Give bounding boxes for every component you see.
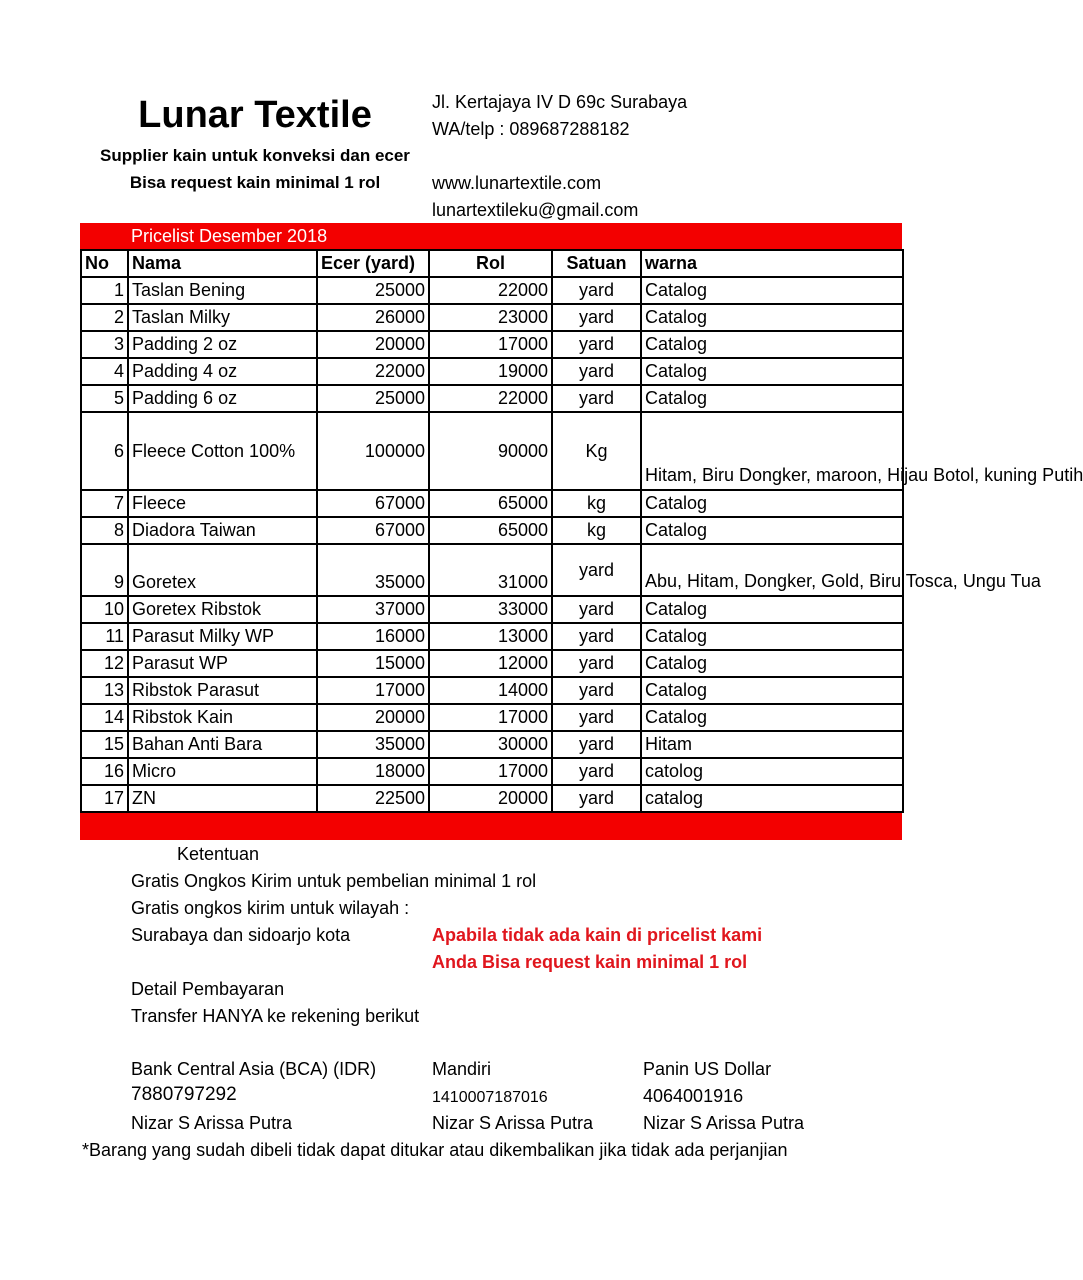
cell-no: 3 (81, 331, 128, 358)
cell-nama: Parasut WP (128, 650, 317, 677)
cell-no: 11 (81, 623, 128, 650)
cell-rol: 19000 (429, 358, 552, 385)
cell-nama: Taslan Bening (128, 277, 317, 304)
footer-note: *Barang yang sudah dibeli tidak dapat ditukar atau dikembalikan jika tidak ada perjanjian (82, 1140, 788, 1160)
pricelist-footer-bar (80, 813, 902, 840)
cell-rol: 33000 (429, 596, 552, 623)
col-header-warna: warna (641, 250, 903, 277)
price-table-body (81, 277, 1083, 812)
cell-warna: Catalog (641, 677, 903, 704)
cell-warna: Catalog (641, 358, 903, 385)
cell-rol: 30000 (429, 731, 552, 758)
cell-nama: Ribstok Kain (128, 704, 317, 731)
cell-ecer: 67000 (317, 490, 429, 517)
cell-nama: Goretex Ribstok (128, 596, 317, 623)
cell-rol: 12000 (429, 650, 552, 677)
cell-warna: Catalog (641, 304, 903, 331)
cell-no: 6 (81, 412, 128, 490)
cell-satuan: yard (552, 650, 641, 677)
cell-satuan: yard (552, 758, 641, 785)
cell-rol: 13000 (429, 623, 552, 650)
cell-satuan: yard (552, 385, 641, 412)
table-row (81, 331, 903, 358)
address: Jl. Kertajaya IV D 69c Surabaya (432, 92, 688, 112)
tagline-request: Bisa request kain minimal 1 rol (129, 173, 381, 192)
cell-warna: Catalog (641, 517, 903, 544)
cell-rol: 20000 (429, 785, 552, 812)
cell-nama: Taslan Milky (128, 304, 317, 331)
cell-warna: Catalog (641, 331, 903, 358)
company-title: Lunar Textile (138, 94, 372, 136)
cell-warna: Catalog (641, 650, 903, 677)
cell-warna: Catalog (641, 490, 903, 517)
cell-nama: Ribstok Parasut (128, 677, 317, 704)
terms-heading: Ketentuan (177, 844, 260, 864)
payment-heading: Detail Pembayaran (131, 979, 285, 999)
cell-no: 9 (81, 544, 128, 596)
cell-ecer: 35000 (317, 544, 429, 596)
cell-ecer: 20000 (317, 331, 429, 358)
cell-rol: 65000 (429, 517, 552, 544)
bank-name-panin: Panin US Dollar (643, 1059, 772, 1079)
col-header-nama: Nama (128, 250, 317, 277)
col-header-ecer: Ecer (yard) (317, 250, 429, 277)
cell-no: 17 (81, 785, 128, 812)
cell-warna: catalog (641, 785, 903, 812)
cell-no: 5 (81, 385, 128, 412)
cell-ecer: 25000 (317, 277, 429, 304)
cell-rol: 22000 (429, 277, 552, 304)
table-row (81, 517, 903, 544)
table-row (81, 596, 903, 623)
cell-satuan: yard (552, 277, 641, 304)
cell-rol: 17000 (429, 331, 552, 358)
table-row (81, 412, 903, 490)
table-row (81, 358, 903, 385)
bank-account-mandiri: 1410007187016 (432, 1089, 548, 1106)
cell-warna: Abu, Hitam, Dongker, Gold, Biru Tosca, Ungu Tua (641, 544, 903, 596)
cell-ecer: 22500 (317, 785, 429, 812)
cell-ecer: 26000 (317, 304, 429, 331)
cell-ecer: 67000 (317, 517, 429, 544)
cell-nama: ZN (128, 785, 317, 812)
table-row (81, 623, 903, 650)
cell-rol: 22000 (429, 385, 552, 412)
cell-ecer: 17000 (317, 677, 429, 704)
cell-satuan: yard (552, 358, 641, 385)
cell-ecer: 22000 (317, 358, 429, 385)
table-row (81, 758, 903, 785)
cell-ecer: 100000 (317, 412, 429, 490)
cell-rol: 90000 (429, 412, 552, 490)
cell-rol: 31000 (429, 544, 552, 596)
table-row (81, 385, 903, 412)
terms-line-1: Gratis Ongkos Kirim untuk pembelian minimal 1 rol (131, 871, 537, 891)
bank-holder-mandiri: Nizar S Arissa Putra (432, 1113, 594, 1133)
cell-satuan: Kg (552, 412, 641, 490)
cell-satuan: yard (552, 596, 641, 623)
cell-nama: Fleece Cotton 100% (128, 412, 317, 490)
cell-no: 15 (81, 731, 128, 758)
cell-ecer: 37000 (317, 596, 429, 623)
col-header-no: No (81, 250, 128, 277)
cell-nama: Bahan Anti Bara (128, 731, 317, 758)
cell-warna: catolog (641, 758, 903, 785)
cell-ecer: 16000 (317, 623, 429, 650)
bank-account-panin: 4064001916 (643, 1086, 744, 1106)
terms-line-2: Gratis ongkos kirim untuk wilayah : (131, 898, 410, 918)
table-row (81, 785, 903, 812)
cell-no: 10 (81, 596, 128, 623)
cell-satuan: yard (552, 304, 641, 331)
cell-ecer: 35000 (317, 731, 429, 758)
tagline-supplier: Supplier kain untuk konveksi dan ecer (100, 146, 410, 165)
table-row (81, 704, 903, 731)
bank-name-mandiri: Mandiri (432, 1059, 492, 1079)
cell-warna: Catalog (641, 596, 903, 623)
cell-nama: Parasut Milky WP (128, 623, 317, 650)
cell-satuan: yard (552, 731, 641, 758)
email[interactable]: lunartextileku@gmail.com (432, 200, 639, 220)
table-row (81, 277, 903, 304)
cell-rol: 14000 (429, 677, 552, 704)
cell-nama: Micro (128, 758, 317, 785)
cell-nama: Padding 6 oz (128, 385, 317, 412)
cell-satuan: yard (552, 331, 641, 358)
cell-ecer: 25000 (317, 385, 429, 412)
cell-ecer: 15000 (317, 650, 429, 677)
website[interactable]: www.lunartextile.com (432, 173, 602, 193)
cell-no: 2 (81, 304, 128, 331)
cell-satuan: yard (552, 704, 641, 731)
cell-warna: Hitam (641, 731, 903, 758)
cell-rol: 17000 (429, 704, 552, 731)
table-row (81, 650, 903, 677)
cell-no: 7 (81, 490, 128, 517)
table-row (81, 677, 903, 704)
price-table (80, 249, 1083, 813)
table-row (81, 490, 903, 517)
cell-warna: Hitam, Biru Dongker, maroon, Hijau Botol, kuning Putih (641, 412, 903, 490)
cell-ecer: 20000 (317, 704, 429, 731)
cell-rol: 23000 (429, 304, 552, 331)
cell-no: 14 (81, 704, 128, 731)
cell-satuan: yard (552, 677, 641, 704)
cell-satuan: yard (552, 544, 641, 596)
bank-account-bca: 7880797292 (131, 1084, 237, 1105)
cell-no: 16 (81, 758, 128, 785)
cell-nama: Diadora Taiwan (128, 517, 317, 544)
cell-nama: Goretex (128, 544, 317, 596)
table-row (81, 731, 903, 758)
cell-nama: Padding 4 oz (128, 358, 317, 385)
cell-nama: Padding 2 oz (128, 331, 317, 358)
cell-no: 4 (81, 358, 128, 385)
table-header-row (81, 250, 903, 277)
cell-satuan: yard (552, 785, 641, 812)
col-header-rol: Rol (429, 250, 552, 277)
request-note-2: Anda Bisa request kain minimal 1 rol (432, 952, 748, 972)
table-row (81, 544, 903, 596)
pricelist-label: Pricelist Desember 2018 (131, 226, 328, 246)
col-header-satuan: Satuan (552, 250, 641, 277)
bank-name-bca: Bank Central Asia (BCA) (IDR) (131, 1059, 377, 1079)
cell-warna: Catalog (641, 385, 903, 412)
cell-satuan: yard (552, 623, 641, 650)
cell-rol: 65000 (429, 490, 552, 517)
cell-nama: Fleece (128, 490, 317, 517)
payment-instruction: Transfer HANYA ke rekening berikut (131, 1006, 420, 1026)
cell-no: 8 (81, 517, 128, 544)
cell-ecer: 18000 (317, 758, 429, 785)
terms-line-3: Surabaya dan sidoarjo kota (131, 925, 351, 945)
table-row (81, 304, 903, 331)
phone: WA/telp : 089687288182 (432, 119, 630, 139)
cell-no: 12 (81, 650, 128, 677)
bank-holder-bca: Nizar S Arissa Putra (131, 1113, 293, 1133)
cell-satuan: kg (552, 490, 641, 517)
cell-warna: Catalog (641, 704, 903, 731)
cell-warna: Catalog (641, 623, 903, 650)
cell-satuan: kg (552, 517, 641, 544)
bank-holder-panin: Nizar S Arissa Putra (643, 1113, 805, 1133)
cell-no: 13 (81, 677, 128, 704)
request-note-1: Apabila tidak ada kain di pricelist kami (432, 925, 763, 945)
cell-warna: Catalog (641, 277, 903, 304)
cell-no: 1 (81, 277, 128, 304)
cell-rol: 17000 (429, 758, 552, 785)
